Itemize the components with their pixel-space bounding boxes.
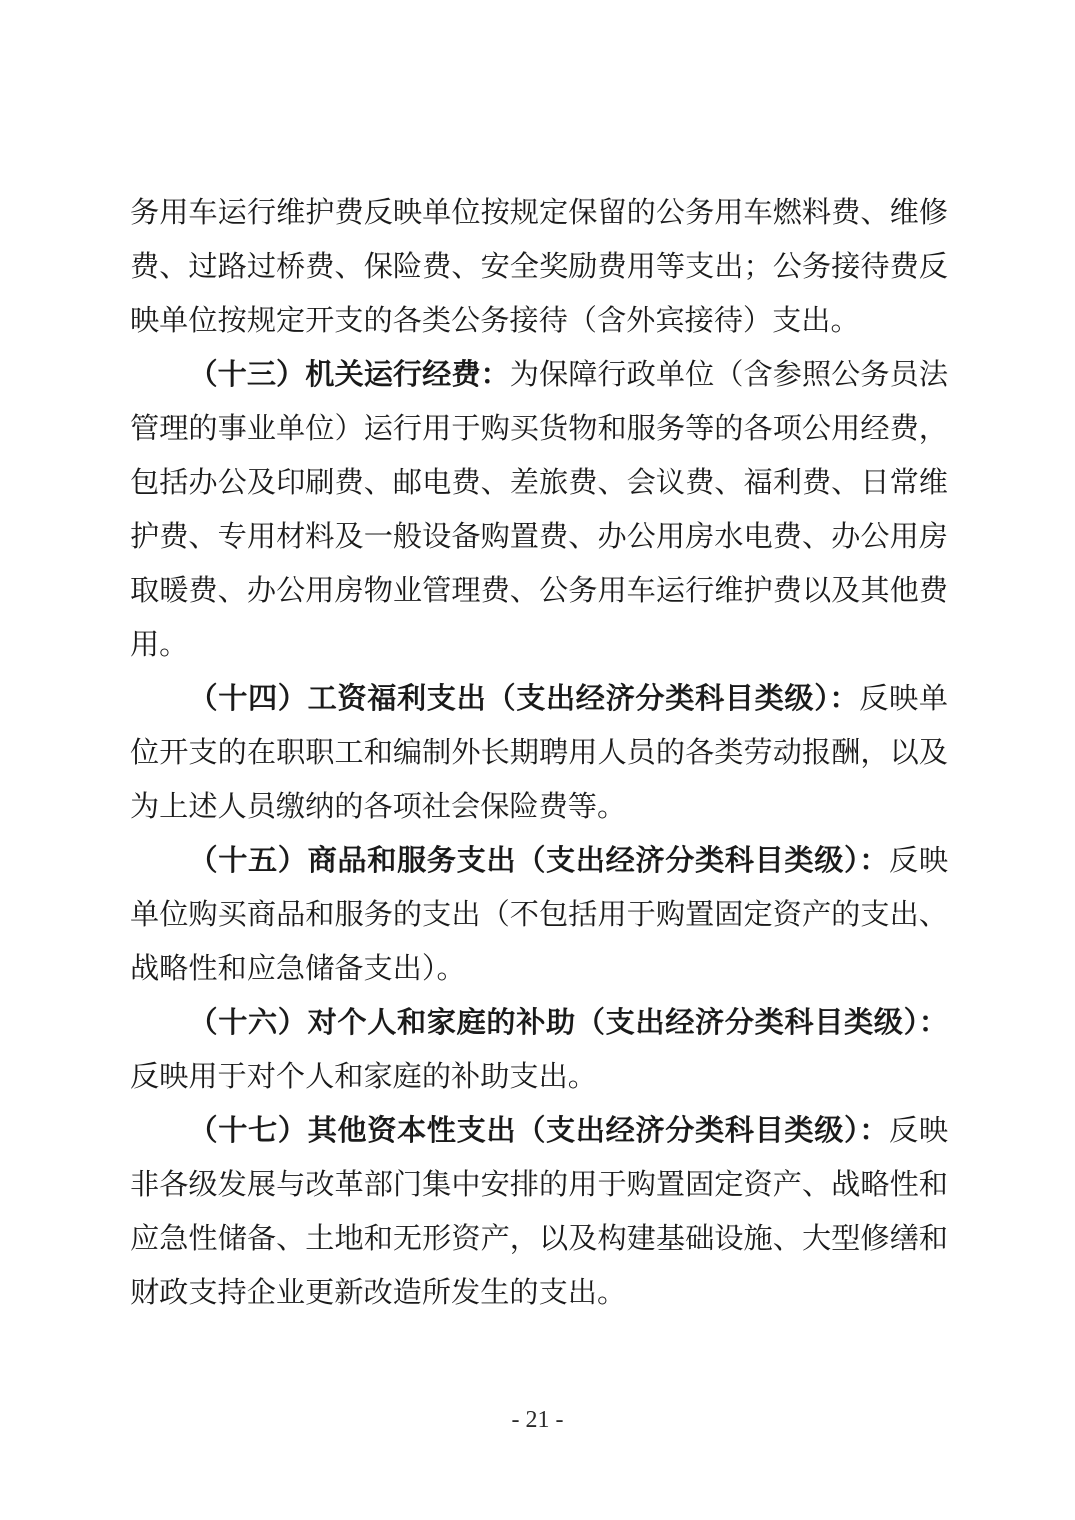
paragraph-heading: （十四）工资福利支出（支出经济分类科目类级）： (188, 683, 860, 715)
paragraph (130, 186, 948, 348)
paragraph-text: 反映单位购买商品和服务的支出（不包括用于购置固定资产的支出、战略性和应急储备支出）。 (130, 845, 949, 985)
paragraph-text: 反映非各级发展与改革部门集中安排的用于购置固定资产、战略性和应急性储备、土地和无形资产，以及构建基础设施、大型修缮和财政支持企业更新改造所发生的支出。 (130, 1115, 949, 1309)
page-number: - 21 - (511, 1407, 564, 1433)
paragraph (130, 834, 948, 996)
paragraph (130, 672, 948, 834)
page-footer (0, 1405, 1075, 1435)
paragraph-heading: （十六）对个人和家庭的补助（支出经济分类科目类级）： (188, 1007, 948, 1039)
paragraph-heading: （十七）其他资本性支出（支出经济分类科目类级）： (188, 1115, 890, 1147)
paragraph-text: 反映用于对个人和家庭的补助支出。 (130, 1061, 597, 1093)
document-body (130, 186, 948, 1320)
paragraph (130, 996, 948, 1104)
paragraph (130, 1104, 948, 1320)
paragraph-text: 务用车运行维护费反映单位按规定保留的公务用车燃料费、维修费、过路过桥费、保险费、安全奖励费用等支出；公务接待费反映单位按规定开支的各类公务接待（含外宾接待）支出。 (130, 197, 948, 337)
paragraph-heading: （十五）商品和服务支出（支出经济分类科目类级）： (188, 845, 890, 877)
paragraph (130, 348, 948, 672)
paragraph-text: 为保障行政单位（含参照公务员法管理的事业单位）运行用于购买货物和服务等的各项公用经费，包括办公及印刷费、邮电费、差旅费、会议费、福利费、日常维护费、专用材料及一般设备购置费、办公用房水电费、办公用房取暖费、办公用房物业管理费、公务用车运行维护费以及其他费用。 (130, 359, 949, 661)
paragraph-heading: （十三）机关运行经费： (188, 359, 510, 391)
paragraph-text: 反映单位开支的在职职工和编制外长期聘用人员的各类劳动报酬，以及为上述人员缴纳的各项社会保险费等。 (130, 683, 949, 823)
